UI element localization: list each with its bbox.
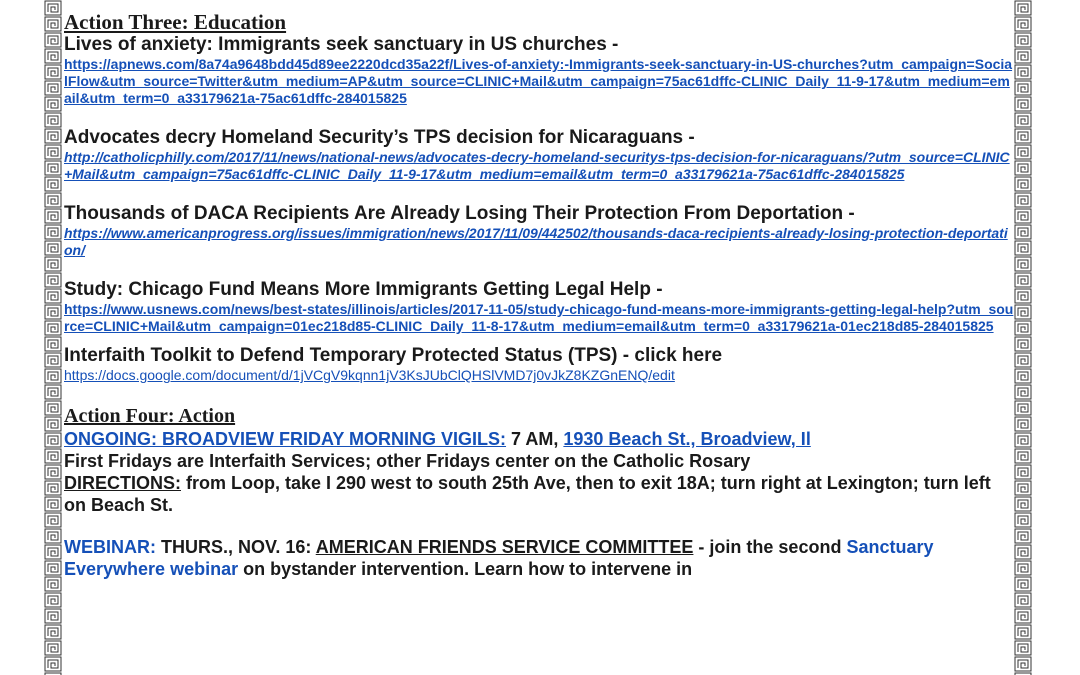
greek-key-border-left-icon — [44, 0, 62, 675]
vigil-directions — [64, 472, 1014, 516]
vigil-time: 7 AM, — [506, 429, 564, 449]
vigil-label[interactable]: ONGOING: BROADVIEW FRIDAY MORNING VIGILS: — [64, 429, 507, 449]
article-link-3[interactable]: https://www.americanprogress.org/issues/immigration/news/2017/11/09/442502/thousands-daca-recipients-already-losing-protection-deportation/ — [64, 225, 1008, 258]
webinar-date: THURS., NOV. 16: — [156, 537, 316, 557]
webinar-line — [64, 536, 1014, 580]
webinar-rest: on bystander intervention. Learn how to intervene in — [238, 559, 693, 579]
vigil-schedule: First Fridays are Interfaith Services; other Fridays center on the Catholic Rosary — [64, 451, 751, 471]
article-title-2: Advocates decry Homeland Security’s TPS decision for Nicaraguans - — [64, 127, 695, 148]
article-link-2[interactable]: http://catholicphilly.com/2017/11/news/national-news/advocates-decry-homeland-securitys-tps-decision-for-nicaraguans/?utm_source=CLINIC+Mail&utm_campaign=75ac61dffc-CLINIC_Daily_11-9-17&utm_medium=email&utm_term=0_a33179621a-75ac61dffc-284015825 — [64, 149, 1010, 182]
directions-label: DIRECTIONS: — [64, 473, 181, 493]
webinar-org-link[interactable]: AMERICAN FRIENDS SERVICE COMMITTEE — [315, 537, 694, 557]
action-three-heading: Action Three: Education — [64, 10, 287, 34]
article-title-1: Lives of anxiety: Immigrants seek sanctuary in US churches - — [64, 34, 619, 55]
action-four-heading: Action Four: Action — [64, 405, 236, 427]
webinar-label: WEBINAR: — [64, 537, 156, 557]
greek-key-border-right-icon — [1014, 0, 1032, 675]
directions-text: from Loop, take I 290 west to south 25th Ave, then to exit 18A; turn right at Lexington; turn left on Beach St. — [64, 473, 991, 515]
webinar-dash: - — [693, 537, 710, 557]
article-title-3: Thousands of DACA Recipients Are Already Losing Their Protection From Deportation - — [64, 203, 855, 224]
webinar-link[interactable]: Sanctuary Everywhere webinar — [64, 537, 934, 579]
article-link-5[interactable]: https://docs.google.com/document/d/1jVCgV9kqnn1jV3KsJUbClQHSlVMD7j0vJkZ8KZGnENQ/edit — [64, 367, 675, 383]
webinar-join: join the second — [709, 537, 847, 557]
article-link-1[interactable]: https://apnews.com/8a74a9648bdd45d89ee2220dcd35a22f/Lives-of-anxiety:-Immigrants-seek-sanctuary-in-US-churches?utm_campaign=SocialFlow&utm_source=Twitter&utm_medium=AP&utm_source=CLINIC+Mail&utm_campaign=75ac61dffc-CLINIC_Daily_11-9-17&utm_medium=email&utm_term=0_a33179621a-75ac61dffc-284015825 — [64, 56, 1013, 106]
newsletter-content — [64, 10, 1014, 580]
vigil-address-link[interactable]: 1930 Beach St., Broadview, Il — [563, 429, 811, 449]
vigil-line — [64, 428, 1014, 450]
article-title-4: Study: Chicago Fund Means More Immigrants Getting Legal Help - — [64, 279, 663, 300]
article-link-4[interactable]: https://www.usnews.com/news/best-states/illinois/articles/2017-11-05/study-chicago-fund-means-more-immigrants-getting-legal-help?utm_source=CLINIC+Mail&utm_campaign=01ec218d85-CLINIC_Daily_11-8-17&utm_medium=email&utm_term=0_a33179621a-01ec218d85-284015825 — [64, 301, 1014, 334]
article-title-5: Interfaith Toolkit to Defend Temporary Protected Status (TPS) - click here — [64, 345, 723, 366]
